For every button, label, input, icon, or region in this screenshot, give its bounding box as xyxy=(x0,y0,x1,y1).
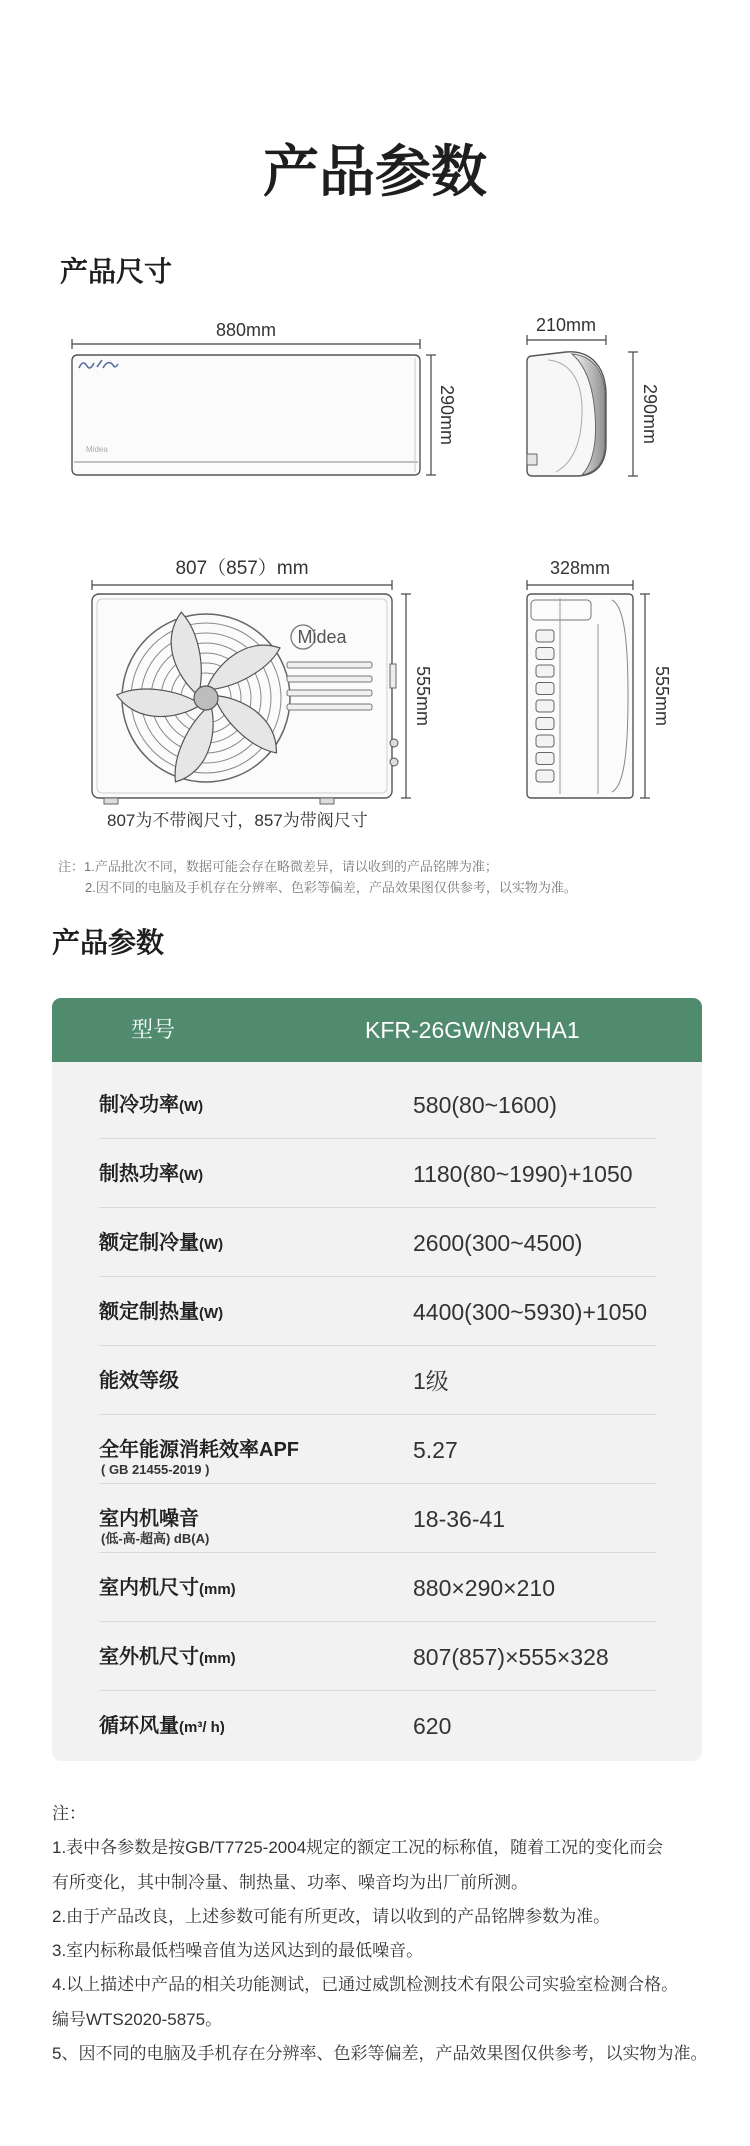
spec-label-unit: (mm) xyxy=(199,1581,236,1598)
spec-label xyxy=(99,1438,299,1462)
spec-label-unit: (m³/ h) xyxy=(179,1719,225,1736)
indoor-side-height-dimension xyxy=(628,352,660,476)
spec-label xyxy=(99,1576,236,1602)
spec-label xyxy=(99,1300,223,1326)
footer-note-line: 注： xyxy=(52,1804,86,1823)
indoor-unit-logo-text: Midea xyxy=(86,445,108,454)
dimension-drawings xyxy=(0,0,750,830)
unit-foot xyxy=(104,798,118,804)
louver xyxy=(287,676,372,682)
outdoor-width-label: 807（857）mm xyxy=(175,558,309,579)
outdoor-side-height-label: 555mm xyxy=(652,665,672,727)
model-label: 型号 xyxy=(131,1017,176,1042)
footer-note-line: 1.表中各参数是按GB/T7725-2004规定的额定工况的标称值，随着工况的变化而会 xyxy=(52,1838,664,1858)
spec-label-sub: ( GB 21455-2019 ) xyxy=(101,1462,210,1477)
dimension-note-2: 2.因不同的电脑及手机存在分辨率、色彩等偏差，产品效果图仅供参考，以实物为准。 xyxy=(85,880,577,895)
spec-row-apf xyxy=(52,1415,702,1484)
spec-label-unit: (W) xyxy=(199,1236,224,1253)
spec-value: 880×290×210 xyxy=(413,1575,555,1601)
spec-value: 1180(80~1990)+1050 xyxy=(413,1161,633,1187)
footer-note-line: 4.以上描述中产品的相关功能测试，已通过威凯检测技术有限公司实验室检测合格。 xyxy=(52,1975,679,1995)
spec-value: 2600(300~4500) xyxy=(413,1230,583,1256)
spec-row-rated-heating-capacity xyxy=(52,1277,702,1346)
outdoor-depth-label: 328mm xyxy=(549,558,611,578)
spec-value: 1级 xyxy=(413,1368,449,1394)
side-connector xyxy=(390,664,396,688)
midea-logo xyxy=(291,625,347,649)
indoor-depth-dimension xyxy=(527,315,606,345)
spec-table-header xyxy=(52,998,702,1062)
indoor-unit-body xyxy=(72,355,420,475)
footer-note-line: 有所变化，其中制冷量、制热量、功率、噪音均为出厂前所测。 xyxy=(52,1872,528,1892)
footer-note-line: 3.室内标称最低档噪音值为送风达到的最低噪音。 xyxy=(52,1941,424,1961)
spec-label-unit: (W) xyxy=(179,1167,204,1184)
spec-label xyxy=(99,1507,199,1531)
spec-label-text: 室内机噪音 xyxy=(99,1508,199,1530)
outdoor-width-dimension xyxy=(92,557,392,590)
unit-foot xyxy=(320,798,334,804)
spec-rows xyxy=(52,1070,702,1760)
spec-label-unit: (mm) xyxy=(199,1650,236,1667)
spec-label-text: 室内机尺寸 xyxy=(99,1577,199,1599)
spec-label-text: 额定制热量 xyxy=(99,1301,199,1323)
model-value: KFR-26GW/N8VHA1 xyxy=(365,1017,580,1043)
spec-row-outdoor-unit-size xyxy=(52,1622,702,1691)
spec-row-indoor-noise xyxy=(52,1484,702,1553)
spec-row-air-flow xyxy=(52,1691,702,1760)
outdoor-height-label: 555mm xyxy=(413,665,433,727)
outdoor-depth-dimension xyxy=(527,558,633,590)
specs-heading: 产品参数 xyxy=(52,927,165,958)
midea-logo-text: Midea xyxy=(297,627,347,647)
footer-note-line: 2.由于产品改良，上述参数可能有所更改，请以收到的产品铭牌参数为准。 xyxy=(52,1906,611,1926)
footer-note-line: 编号WTS2020-5875。 xyxy=(52,2009,223,2029)
indoor-unit-side-view xyxy=(527,352,606,476)
indoor-unit-front-view xyxy=(72,355,420,475)
spec-value: 620 xyxy=(413,1713,452,1739)
spec-label xyxy=(99,1369,179,1393)
spec-value: 4400(300~5930)+1050 xyxy=(413,1299,648,1325)
spec-table xyxy=(52,998,702,1761)
spec-label-text: 室外机尺寸 xyxy=(99,1646,199,1668)
spec-label-text: 额定制冷量 xyxy=(99,1232,199,1254)
outdoor-height-dimension xyxy=(401,594,433,798)
dimension-note-1: 注：1.产品批次不同，数据可能会存在略微差异，请以收到的产品铭牌为准； xyxy=(58,859,498,874)
valve xyxy=(390,758,398,766)
spec-value: 807(857)×555×328 xyxy=(413,1644,609,1670)
outdoor-unit-front-view xyxy=(92,594,398,804)
valve xyxy=(390,739,398,747)
spec-value: 18-36-41 xyxy=(413,1506,506,1532)
spec-label xyxy=(99,1645,236,1671)
footer-note-line: 5、因不同的电脑及手机存在分辨率、色彩等偏差，产品效果图仅供参考，以实物为准。 xyxy=(52,2044,708,2064)
spec-label xyxy=(99,1093,203,1119)
spec-label-text: 循环风量 xyxy=(99,1715,179,1737)
outdoor-side-height-dimension xyxy=(640,594,672,798)
indoor-height-label: 290mm xyxy=(437,384,457,446)
page-title: 产品参数 xyxy=(263,140,487,203)
spec-row-indoor-unit-size xyxy=(52,1553,702,1622)
footer-notes xyxy=(52,1797,707,2071)
indoor-side-connector xyxy=(527,454,537,465)
dimensions-heading: 产品尺寸 xyxy=(60,256,173,287)
spec-row-cooling-power xyxy=(52,1070,702,1139)
spec-label xyxy=(99,1714,225,1740)
louver xyxy=(287,704,372,710)
louver xyxy=(287,662,372,668)
louver xyxy=(287,690,372,696)
valve-size-caption: 807为不带阀尺寸，857为带阀尺寸 xyxy=(107,811,368,830)
spec-label-text: 全年能源消耗效率APF xyxy=(99,1439,299,1461)
spec-value: 5.27 xyxy=(413,1437,458,1463)
indoor-width-dimension xyxy=(72,320,420,349)
spec-label-text: 制冷功率 xyxy=(99,1094,179,1116)
indoor-side-height-label: 290mm xyxy=(640,383,660,445)
spec-label-unit: (W) xyxy=(179,1098,204,1115)
spec-label-text: 能效等级 xyxy=(99,1370,179,1392)
spec-label xyxy=(99,1162,203,1188)
spec-label-text: 制热功率 xyxy=(99,1163,179,1185)
spec-label xyxy=(99,1231,223,1257)
spec-row-energy-efficiency-grade xyxy=(52,1346,702,1415)
spec-label-unit: (W) xyxy=(199,1305,224,1322)
indoor-depth-label: 210mm xyxy=(535,315,597,335)
spec-row-rated-cooling-capacity xyxy=(52,1208,702,1277)
spec-label-sub: (低-高-超高) dB(A) xyxy=(101,1531,210,1546)
outdoor-unit-side-view xyxy=(527,594,633,798)
spec-row-heating-power xyxy=(52,1139,702,1208)
outdoor-side-body xyxy=(527,594,633,798)
outdoor-side-fins xyxy=(536,630,554,782)
indoor-height-dimension xyxy=(426,355,457,475)
spec-value: 580(80~1600) xyxy=(413,1092,557,1118)
indoor-width-label: 880mm xyxy=(215,320,277,340)
fan-hub xyxy=(194,686,218,710)
